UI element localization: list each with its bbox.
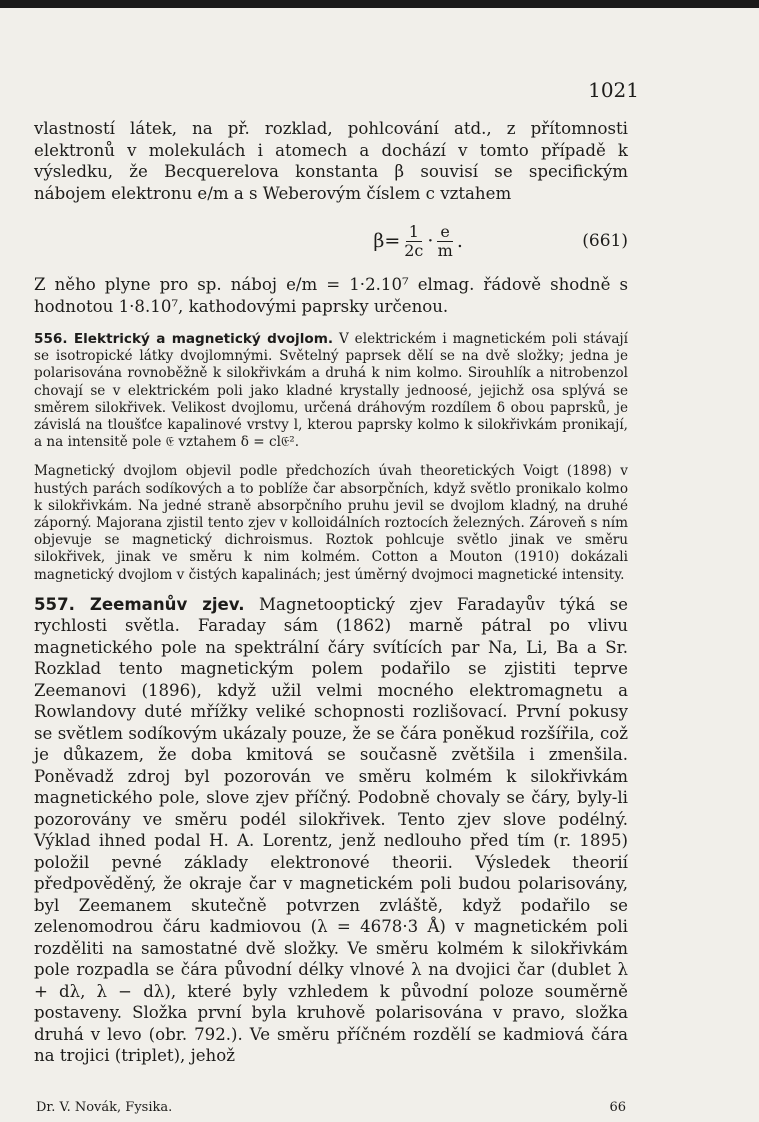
equation-lhs: β= bbox=[373, 230, 401, 252]
section-557-text: Magnetooptický zjev Faradayův týká se rychlosti světla. Faraday sám (1862) marně pátral po vlivu magnetického pole na spektrální čáry svítících par Na, Li, Ba a Sr. Rozklad tento magnetickým polem podařilo se zjistiti teprve Zeemanovi (1896), když užil velmi mocného elektromagnetu a Rowlandovy duté mřížky veliké schopnosti rozlišovací. První pokusy se světlem sodíkovým ukázaly pouze, že se čára poněkud rozšířila, což je důkazem, že doba kmitová se současně zvětšila i zmenšila. Poněvadž zdroj byl pozorován ve směru kolmém k silokřivkám magnetického pole, slove zjev příčný. Podobně chovaly se čáry, byly-li pozorovány ve směru podél silokřivek. Tento zjev slove podélný. Výklad ihned podal H. A. Lorentz, jenž nedlouho před tím (r. 1895) položil pevné základy elektronové theorii. Výsledek theorií předpověděný, že okraje čar v magnetickém poli budou polarisovány, byl Zeemanem skutečně potvrzen zvláště, když podařilo se zelenomodrou čáru kadmiovou (λ = 4678·3 Å) v magnetickém poli rozděliti na samostatné dvě složky. Ve směru kolmém k silokřivkám pole rozpadla se čára původní délky vlnové λ na dvojici čar (dublet λ + dλ, λ − dλ), které byly vzhledem k původní poloze souměrně postaveny. Složka první byla kruhově polarisována v pravo, složka druhá v levo (obr. 792.). Ve směru příčném rozdělí se kadmiová čára na trojici (triplet), jehož bbox=[34, 594, 628, 1066]
fraction-denominator: 2c bbox=[404, 240, 424, 260]
section-557-heading: 557. Zeemanův zjev. bbox=[34, 594, 245, 614]
equation-661 bbox=[34, 212, 628, 270]
equation-end-dot: . bbox=[456, 230, 463, 252]
section-557 bbox=[34, 594, 628, 1067]
fraction-one-over-2c bbox=[404, 223, 423, 260]
paragraph-intro: vlastností látek, na př. rozklad, pohlcování atd., z přítomnosti elektronů v molekulách i atomech a dochází v tomto případě k výsledku, že Becquerelova konstanta β souvisí se specifickým nábojem elektronu e/m a s Weberovým číslem c vztahem bbox=[34, 119, 628, 203]
section-556-heading: 556. Elektrický a magnetický dvojlom. bbox=[34, 331, 334, 347]
fraction-e-over-m bbox=[437, 223, 452, 260]
section-556 bbox=[34, 331, 628, 451]
footer-author-title: Dr. V. Novák, Fysika. bbox=[36, 1100, 173, 1115]
fraction-numerator: 1 bbox=[406, 223, 422, 242]
multiplication-dot: · bbox=[427, 230, 434, 252]
page-body bbox=[34, 118, 628, 1067]
section-556-text: V elektrickém i magnetickém poli stávají se isotropické látky dvojlomnými. Světelný paprsek dělí se na dvě složky; jedna je polarisována rovnoběžně k silokřivkám a druhá k nim kolmo. Sirouhlík a nitrobenzol chovají se v elektrickém poli jako kladné krystally jednoosé, jejichž osa splývá se směrem silokřivek. Velikost dvojlomu, určená dráhovým rozdílem δ obou paprsků, je závislá na tloušťce kapalinové vrstvy l, kterou paprsky kolmo k silokřivkám pronikají, a na intensitě pole 𝔈 vztahem δ = cl𝔈². bbox=[34, 331, 628, 451]
paragraph-charge: Z něho plyne pro sp. náboj e/m = 1·2.10⁷ elmag. řádově shodně s hodnotou 1·8.10⁷, kathodovými paprsky určenou. bbox=[34, 275, 628, 316]
footer-signature-number: 66 bbox=[609, 1100, 626, 1115]
equation-number: (661) bbox=[582, 231, 628, 251]
equation-formula bbox=[373, 223, 463, 260]
page-number: 1021 bbox=[588, 78, 639, 102]
page-footer bbox=[36, 1100, 626, 1115]
section-556-paragraph-2: Magnetický dvojlom objevil podle předchozích úvah theoretických Voigt (1898) v hustých parách sodíkových a to poblíže čar absorpčních, když světlo pronikalo kolmo k silokřivkám. Na jedné straně absorpčního pruhu jevil se dvojlom kladný, na druhé záporný. Majorana zjistil tento zjev v kolloidálních roztocích železných. Zároveň s ním objevuje se magnetický dichroismus. Roztok pohlcuje světlo jinak ve směru silokřivek, jinak ve směru k nim kolmém. Cotton a Mouton (1910) dokázali magnetický dvojlom v čistých kapalinách; jest úměrný dvojmoci magnetické intensity. bbox=[34, 463, 628, 583]
fraction-denominator: m bbox=[437, 240, 453, 260]
fraction-numerator: e bbox=[437, 223, 452, 242]
page-top-edge bbox=[0, 0, 759, 8]
